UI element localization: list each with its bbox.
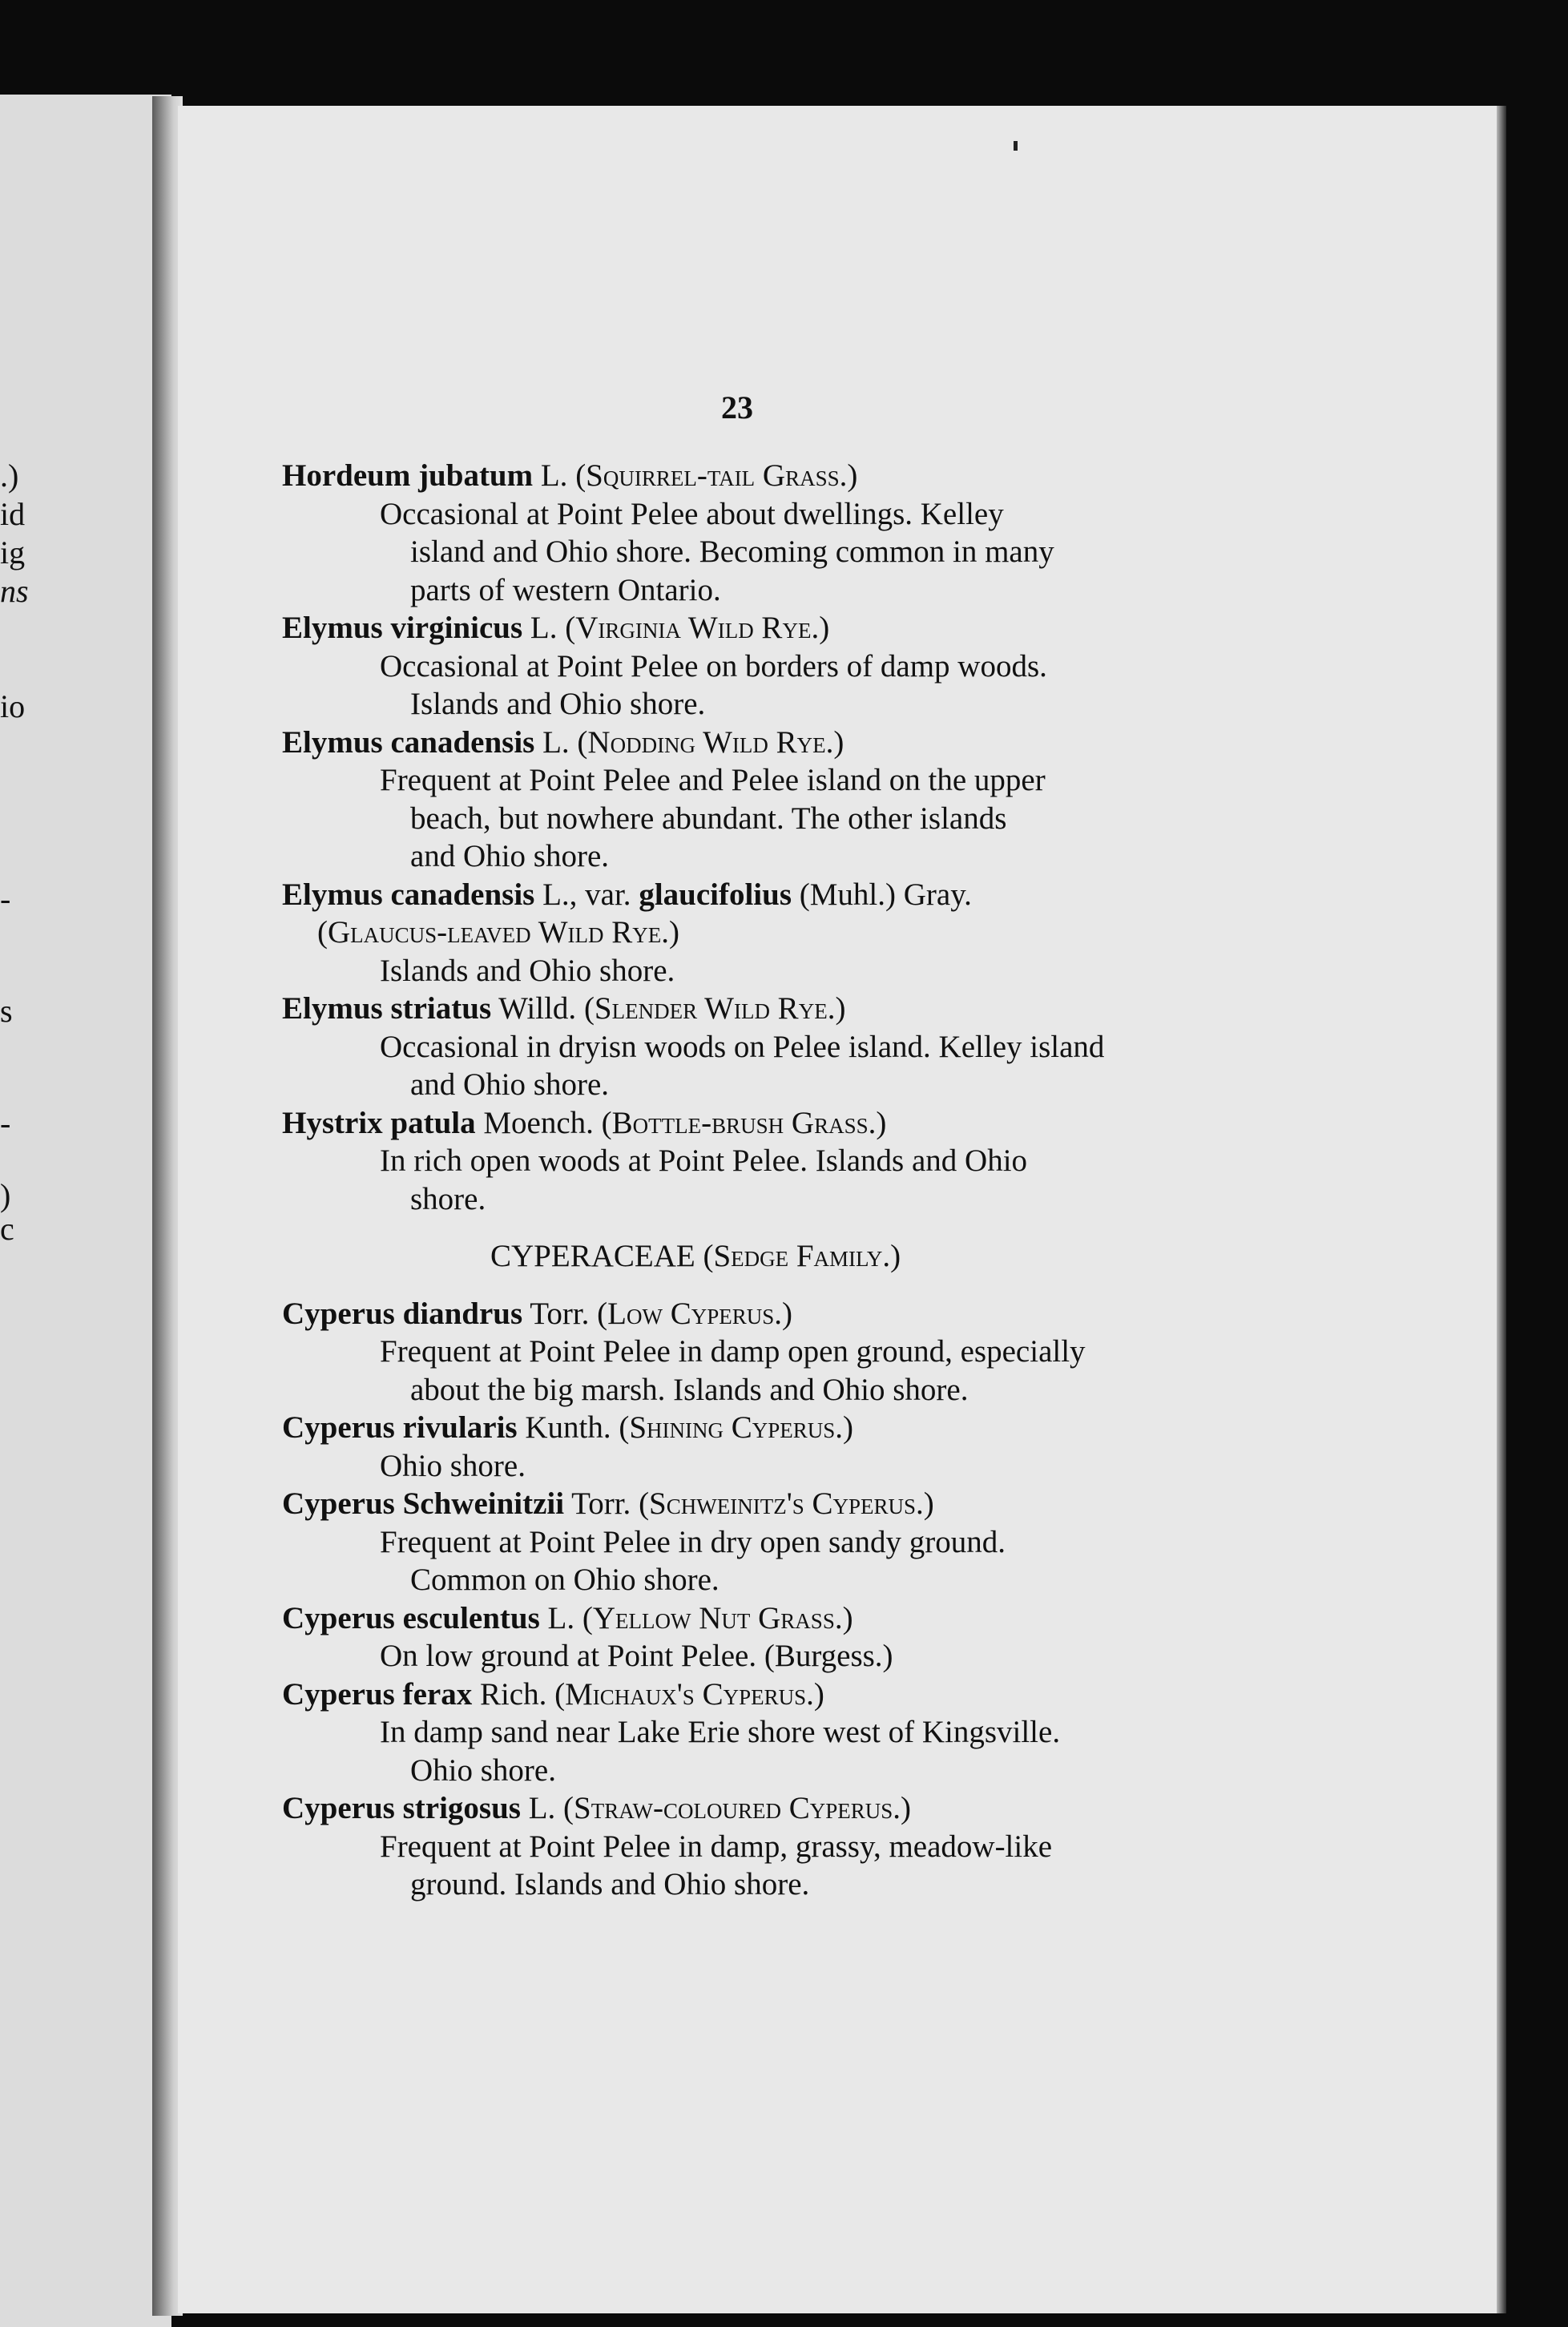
scientific-name: Elymus striatus: [282, 991, 492, 1026]
description-line: Islands and Ohio shore.: [410, 687, 706, 721]
entries-sedges: [282, 1295, 1200, 1904]
species-common-line: [282, 913, 1200, 952]
authority: Moench.: [475, 1105, 594, 1140]
common-name: (Michaux's Cyperus.): [554, 1676, 824, 1712]
description-line: about the big marsh. Islands and Ohio shore.: [410, 1372, 969, 1407]
common-name: (Straw-coloured Cyperus.): [563, 1791, 912, 1825]
description-line: Common on Ohio shore.: [410, 1563, 720, 1597]
common-name: (Bottle-brush Grass.): [601, 1105, 887, 1140]
scientific-name: Cyperus ferax: [282, 1676, 473, 1712]
left-fragment: ig: [0, 534, 26, 571]
left-fragment: c: [0, 1211, 14, 1247]
common-name: (Squirrel-tail Grass.): [575, 458, 858, 493]
left-fragment: io: [0, 688, 26, 724]
description-line: Frequent at Point Pelee in damp, grassy, meadow-like: [380, 1829, 1053, 1864]
scientific-name: Hystrix patula: [282, 1105, 476, 1140]
species-description: [380, 1142, 1200, 1218]
description-line: beach, but nowhere abundant. The other islands: [410, 801, 1007, 836]
species-entry: [282, 1485, 1200, 1599]
species-heading: [282, 457, 1200, 495]
common-name: (Schweinitz's Cyperus.): [639, 1486, 934, 1521]
scientific-name: Cyperus Schweinitzii: [282, 1486, 565, 1521]
description-line: On low ground at Point Pelee. (Burgess.): [380, 1639, 893, 1673]
scientific-name: Cyperus rivularis: [282, 1410, 518, 1445]
page-content: [282, 457, 1200, 1904]
species-heading: [282, 1104, 1200, 1143]
page-edge-shadow: [1497, 106, 1506, 2313]
species-entry: [282, 609, 1200, 724]
species-entry: [282, 457, 1200, 609]
family-common-name: (Sedge Family.): [703, 1239, 901, 1273]
common-name: (Slender Wild Rye.): [583, 991, 846, 1026]
species-heading: [282, 1409, 1200, 1447]
left-page: [0, 95, 171, 2327]
left-fragment: -: [0, 881, 11, 917]
authority: L.: [539, 1600, 575, 1635]
variety-name: glaucifolius: [639, 877, 792, 912]
species-description: [380, 1828, 1200, 1904]
species-entry: [282, 876, 1200, 990]
common-name: (Low Cyperus.): [597, 1296, 792, 1331]
left-fragment: s: [0, 993, 13, 1029]
species-description: [380, 1028, 1200, 1104]
ink-mark: [1014, 141, 1018, 151]
species-description: [380, 1447, 1200, 1486]
description-line: island and Ohio shore. Becoming common in many: [410, 534, 1054, 569]
variety-authority: (Muhl.) Gray.: [792, 877, 972, 912]
scientific-name: Cyperus strigosus: [282, 1791, 521, 1825]
species-heading: [282, 609, 1200, 647]
authority: L.: [533, 458, 568, 493]
common-name: (Glaucus-leaved Wild Rye.): [317, 915, 679, 950]
authority: Kunth.: [517, 1410, 611, 1445]
authority: L.: [522, 611, 558, 645]
left-fragment: id: [0, 496, 26, 532]
species-description: [380, 1523, 1200, 1599]
species-description: [380, 952, 1200, 990]
scientific-name: Elymus canadensis: [282, 877, 535, 912]
common-name: (Yellow Nut Grass.): [582, 1600, 853, 1635]
authority: L.: [534, 724, 570, 760]
description-line: and Ohio shore.: [410, 1067, 610, 1102]
common-name: (Shining Cyperus.): [619, 1410, 854, 1445]
scientific-name: Elymus virginicus: [282, 611, 523, 645]
species-heading: [282, 876, 1200, 914]
authority: Torr.: [564, 1486, 631, 1521]
species-description: [380, 647, 1200, 724]
authority: Willd.: [491, 991, 577, 1026]
authority: L., var.: [534, 877, 639, 912]
species-entry: [282, 1599, 1200, 1676]
species-description: [380, 1333, 1200, 1409]
description-line: Ohio shore.: [410, 1752, 556, 1788]
description-line: Occasional at Point Pelee about dwellings. Kelley: [380, 496, 1004, 531]
description-line: Islands and Ohio shore.: [380, 953, 675, 988]
species-heading: [282, 990, 1200, 1028]
authority: Rich.: [472, 1676, 547, 1712]
common-name: (Virginia Wild Rye.): [565, 611, 830, 645]
description-line: Frequent at Point Pelee in dry open sandy ground.: [380, 1524, 1006, 1559]
description-line: In rich open woods at Point Pelee. Islands and Ohio: [380, 1143, 1028, 1178]
left-fragment: -: [0, 1105, 11, 1141]
species-entry: [282, 1676, 1200, 1790]
species-description: [380, 1713, 1200, 1789]
species-heading: [282, 1485, 1200, 1523]
species-entry: [282, 1104, 1200, 1219]
description-line: Frequent at Point Pelee in damp open ground, especially: [380, 1334, 1086, 1369]
scientific-name: Cyperus esculentus: [282, 1600, 540, 1635]
scientific-name: Cyperus diandrus: [282, 1296, 523, 1331]
species-entry: [282, 1789, 1200, 1904]
family-heading: [490, 1237, 1200, 1276]
left-fragment: ): [0, 1177, 11, 1213]
species-description: [380, 495, 1200, 610]
common-name: (Nodding Wild Rye.): [577, 724, 844, 760]
description-line: parts of western Ontario.: [410, 572, 721, 607]
description-line: Ohio shore.: [380, 1448, 526, 1483]
left-fragment: .): [0, 458, 19, 494]
scientific-name: Elymus canadensis: [282, 724, 535, 760]
description-line: ground. Islands and Ohio shore.: [410, 1867, 810, 1902]
description-line: Occasional at Point Pelee on borders of damp woods.: [380, 648, 1047, 684]
species-heading: [282, 1676, 1200, 1714]
species-heading: [282, 1789, 1200, 1828]
description-line: Frequent at Point Pelee and Pelee island on the upper: [380, 763, 1046, 797]
page-number: 23: [721, 389, 753, 425]
family-name: CYPERACEAE: [490, 1239, 695, 1273]
species-description: [380, 1637, 1200, 1676]
species-entry: [282, 1409, 1200, 1485]
species-entry: [282, 1295, 1200, 1410]
authority: Torr.: [522, 1296, 590, 1331]
species-heading: [282, 1295, 1200, 1333]
species-description: [380, 761, 1200, 876]
left-fragment: ns: [0, 573, 29, 609]
species-entry: [282, 724, 1200, 876]
description-line: Occasional in dryisn woods on Pelee island. Kelley island: [380, 1029, 1105, 1064]
authority: L.: [520, 1791, 556, 1825]
description-line: shore.: [410, 1181, 486, 1216]
description-line: In damp sand near Lake Erie shore west of Kingsville.: [380, 1715, 1061, 1749]
entries-grasses: [282, 457, 1200, 1218]
species-entry: [282, 990, 1200, 1104]
species-heading: [282, 1599, 1200, 1638]
species-heading: [282, 724, 1200, 762]
scientific-name: Hordeum jubatum: [282, 458, 534, 493]
description-line: and Ohio shore.: [410, 839, 610, 873]
